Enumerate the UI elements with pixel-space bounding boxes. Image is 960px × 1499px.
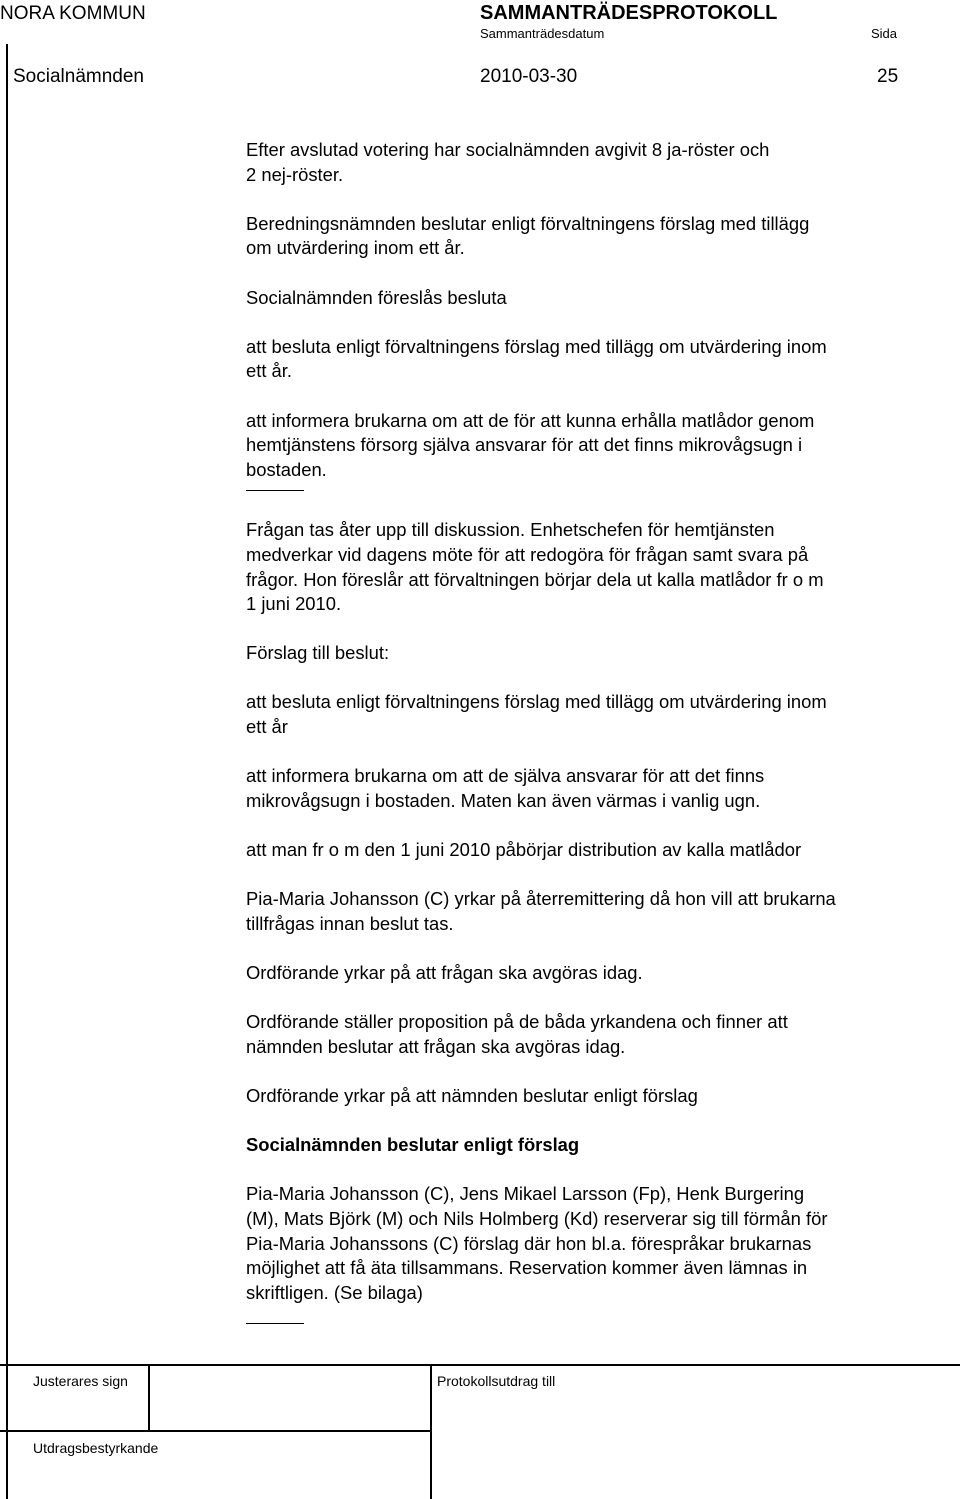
committee-name: Socialnämnden [13, 66, 144, 87]
meeting-date: 2010-03-30 [480, 66, 578, 87]
utdragsbestyrkande-label: Utdragsbestyrkande [33, 1440, 159, 1456]
paragraph: att besluta enligt förvaltningens förslag med tillägg om utvärdering inom ett år [246, 691, 827, 738]
paragraph: Efter avslutad votering har socialnämnden avgivit 8 ja-röster och 2 nej-röster. [246, 139, 770, 185]
decision-heading: Socialnämnden beslutar enligt förslag [246, 1134, 580, 1156]
paragraph: Ordförande yrkar på att nämnden beslutar enligt förslag [246, 1084, 698, 1106]
paragraph: att informera brukarna om att de för att kunna erhålla matlådor genom hemtjänstens försorg själva ansvarar för att det finns mikrovågsugn i bostaden. [246, 409, 815, 480]
paragraph: att man fr o m den 1 juni 2010 påbörjar distribution av kalla matlådor [246, 839, 802, 861]
footer-divider [148, 1366, 150, 1430]
footer-divider [430, 1366, 432, 1499]
paragraph: Beredningsnämnden beslutar enligt förvaltningens förslag med tillägg om utvärdering inom ett år. [246, 212, 810, 259]
paragraph: Pia-Maria Johansson (C) yrkar på återremittering då hon vill att brukarna tillfrågas innan beslut tas. [246, 888, 836, 934]
justerares-sign-label: Justerares sign [33, 1373, 128, 1389]
paragraph: Pia-Maria Johansson (C), Jens Mikael Larsson (Fp), Henk Burgering (M), Mats Björk (M) och Nils Holmberg (Kd) reserverar sig till förmån för Pia-Maria Johanssons (C) förslag där hon bl.a. förespråkar brukarnas möjlighet att få äta tillsammans. Reservation kommer även lämnas in skriftligen. (Se bilaga) [246, 1183, 828, 1303]
footer-top-rule [0, 1364, 960, 1366]
paragraph: Ordförande yrkar på att frågan ska avgöras idag. [246, 962, 643, 983]
paragraph: Förslag till beslut: [246, 642, 390, 664]
protocol-title: SAMMANTRÄDESPROTOKOLL [480, 2, 778, 24]
paragraph: att besluta enligt förvaltningens förslag med tillägg om utvärdering inom ett år. [246, 335, 827, 382]
meeting-date-label: Sammanträdesdatum [480, 26, 605, 41]
separator-line [246, 490, 304, 491]
page-number: 25 [877, 66, 899, 87]
paragraph: Frågan tas åter upp till diskussion. Enhetschefen för hemtjänsten medverkar vid dagens möte för att redogöra för frågan samt svara på frågor. Hon föreslår att förvaltningen börjar dela ut kalla matlådor fr o m 1 juni 2010. [246, 519, 824, 615]
separator-line [246, 1323, 304, 1324]
paragraph: Ordförande ställer proposition på de båda yrkandena och finner att nämnden beslutar att frågan ska avgöras idag. [246, 1011, 788, 1057]
paragraph: att informera brukarna om att de själva ansvarar för att det finns mikrovågsugn i bostaden. Maten kan även värmas i vanlig ugn. [246, 765, 765, 811]
page-label: Sida [871, 26, 898, 41]
protocol-body [246, 138, 946, 1324]
paragraph: Socialnämnden föreslås besluta [246, 286, 507, 308]
footer-middle-rule [0, 1430, 430, 1432]
organization-name: NORA KOMMUN [0, 3, 146, 24]
protokollsutdrag-label: Protokollsutdrag till [437, 1373, 556, 1389]
left-margin-line [6, 44, 8, 1499]
